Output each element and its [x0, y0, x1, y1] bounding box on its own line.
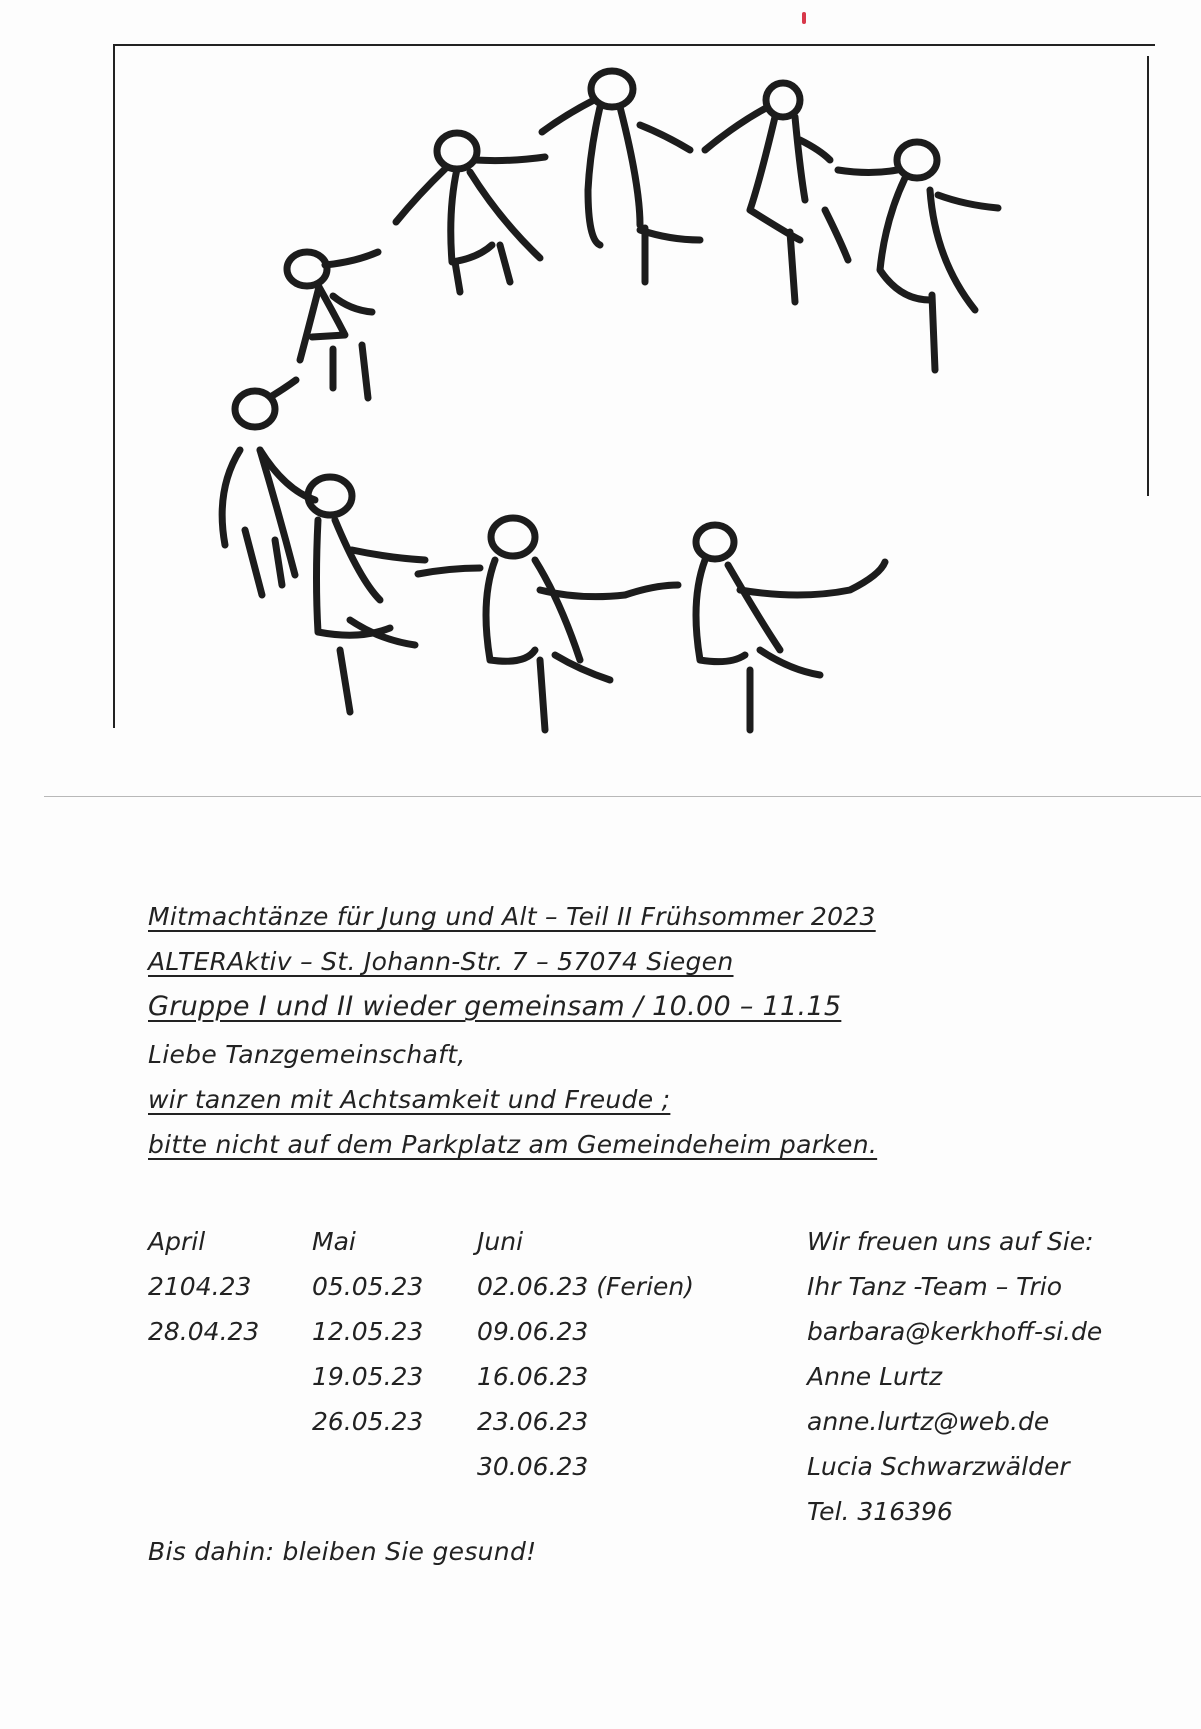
contact-email: barbara@kerkhoff-si.de [807, 1317, 1103, 1346]
date-entry: 30.06.23 [477, 1452, 589, 1481]
dancer-figure [396, 133, 545, 292]
contact-intro: Wir freuen uns auf Sie: [807, 1227, 1094, 1256]
date-entry: 09.06.23 [477, 1317, 589, 1346]
dancer-figure [222, 380, 315, 595]
dancer-figure [625, 525, 885, 730]
address-line: ALTERAktiv – St. Johann-Str. 7 – 57074 Siegen [148, 947, 734, 976]
dancer-figure [418, 518, 625, 730]
date-entry: 05.05.23 [312, 1272, 424, 1301]
month-header: Juni [477, 1227, 524, 1256]
dancer-figure [542, 71, 700, 282]
dancer-figure [705, 83, 848, 302]
mai-column [312, 1219, 423, 1444]
juni-column [477, 1219, 694, 1489]
title-line: Mitmachtänze für Jung und Alt – Teil II Frühsommer 2023 [148, 902, 876, 931]
date-entry: 19.05.23 [312, 1362, 424, 1391]
farewell-line: Bis dahin: bleiben Sie gesund! [148, 1537, 537, 1566]
date-entry: 16.06.23 [477, 1362, 589, 1391]
dancer-figure [838, 142, 998, 370]
date-entry: 02.06.23 (Ferien) [477, 1272, 694, 1301]
note-line: bitte nicht auf dem Parkplatz am Gemeindeheim parken. [148, 1130, 878, 1159]
date-entry: 26.05.23 [312, 1407, 424, 1436]
month-header: Mai [312, 1227, 356, 1256]
note-line: wir tanzen mit Achtsamkeit und Freude ; [148, 1085, 671, 1114]
contact-team: Ihr Tanz -Team – Trio [807, 1272, 1063, 1301]
date-entry: 2104.23 [148, 1272, 252, 1301]
date-entry: 12.05.23 [312, 1317, 424, 1346]
contact-name: Anne Lurtz [807, 1362, 943, 1391]
month-header: April [148, 1227, 206, 1256]
dancer-figure [308, 477, 425, 712]
contact-phone: Tel. 316396 [807, 1497, 953, 1526]
contact-name: Lucia Schwarzwälder [807, 1452, 1070, 1481]
date-entry: 23.06.23 [477, 1407, 589, 1436]
april-column [148, 1219, 259, 1354]
greeting-line: Liebe Tanzgemeinschaft, [148, 1040, 466, 1069]
dancers-circle-illustration [0, 0, 1201, 800]
dancer-figure [287, 252, 378, 398]
contact-email: anne.lurtz@web.de [807, 1407, 1050, 1436]
contact-column [807, 1219, 1102, 1534]
group-time-line: Gruppe I und II wieder gemeinsam / 10.00 – 11.15 [148, 991, 842, 1022]
date-entry: 28.04.23 [148, 1317, 260, 1346]
